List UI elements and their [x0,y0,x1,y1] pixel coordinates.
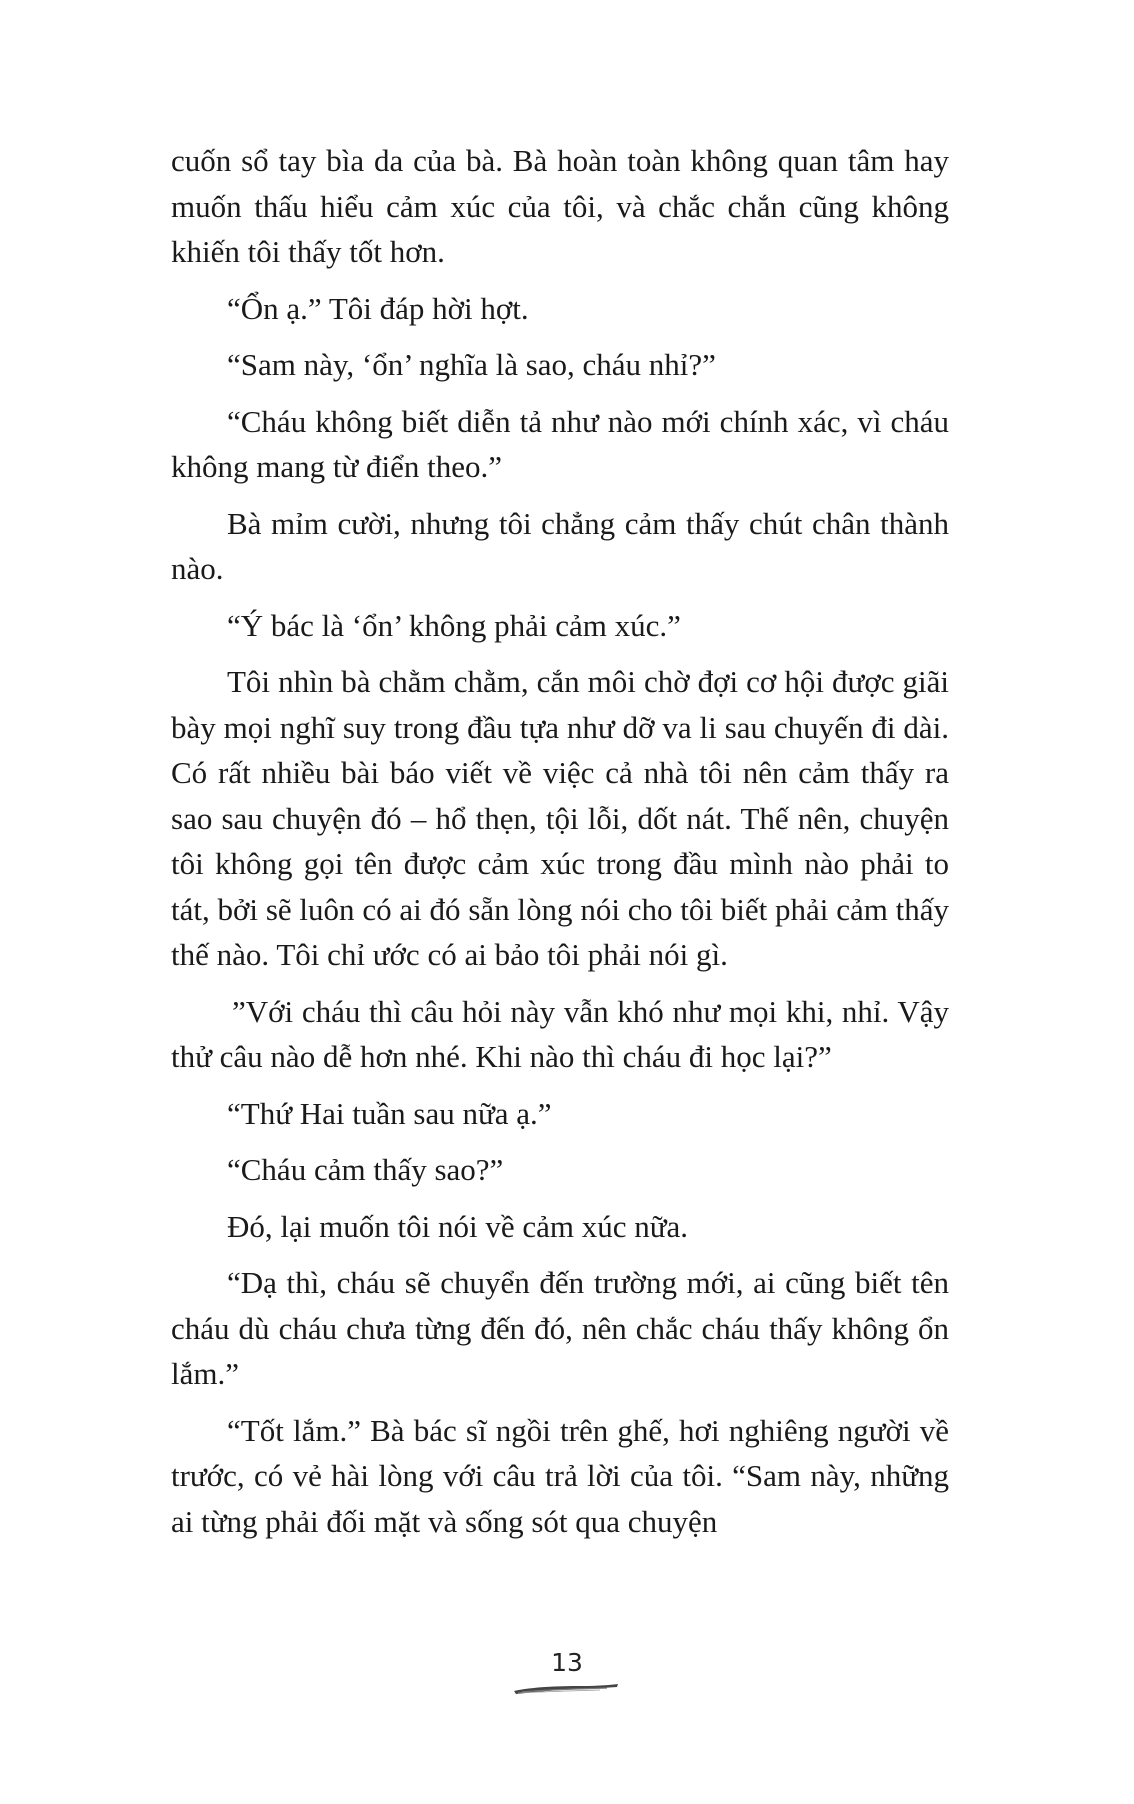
paragraph-12: “Dạ thì, cháu sẽ chuyển đến trường mới, ai cũng biết tên cháu dù cháu chưa từng đến đó, nên chắc cháu thấy không ổn lắm.” [171,1265,949,1391]
paragraph-1: cuốn sổ tay bìa da của bà. Bà hoàn toàn không quan tâm hay muốn thấu hiểu cảm xúc của tôi, và chắc chắn cũng không khiến tôi thấy tốt hơn. [171,143,949,269]
paragraph-7: Tôi nhìn bà chằm chằm, cắn môi chờ đợi cơ hội được giãi bày mọi nghĩ suy trong đầu tựa như dỡ va li sau chuyến đi dài. Có rất nhiều bài báo viết về việc cả nhà tôi nên cảm thấy ra sao sau chuyện đó – hổ thẹn, tội lỗi, dốt nát. Thế nên, chuyện tôi không gọi tên được cảm xúc trong đầu mình nào phải to tát, bởi sẽ luôn có ai đó sẵn lòng nói cho tôi biết phải cảm thấy thế nào. Tôi chỉ ước có ai bảo tôi phải nói gì. [171,664,949,972]
paragraph-10: “Cháu cảm thấy sao?” [227,1152,504,1187]
paragraph-3: “Sam này, ‘ổn’ nghĩa là sao, cháu nhỉ?” [227,347,716,382]
paragraph-5: Bà mỉm cười, nhưng tôi chẳng cảm thấy chút chân thành nào. [171,505,949,586]
paragraph-13: “Tốt lắm.” Bà bác sĩ ngồi trên ghế, hơi nghiêng người về trước, có vẻ hài lòng với câu trả lời của tôi. “Sam này, những ai từng phải đối mặt và sống sót qua chuyện [171,1412,949,1539]
page-number: 13 [551,1648,583,1677]
page-footer [0,1648,1134,1677]
paragraph-4: “Cháu không biết diễn tả như nào mới chính xác, vì cháu không mang từ điển theo.” [171,403,949,484]
paragraph-8: ”Với cháu thì câu hỏi này vẫn khó như mọi khi, nhỉ. Vậy thử câu nào dễ hơn nhé. Khi nào thì cháu đi học lại?” [171,993,949,1074]
paragraph-11: Đó, lại muốn tôi nói về cảm xúc nữa. [227,1208,689,1244]
paragraph-6: “Ý bác là ‘ổn’ không phải cảm xúc.” [227,607,681,643]
body-text [171,138,949,1555]
paragraph-2: “Ổn ạ.” Tôi đáp hời hợt. [227,290,529,326]
paragraph-9: “Thứ Hai tuần sau nữa ạ.” [227,1095,552,1131]
brush-stroke-ornament [512,1680,620,1696]
